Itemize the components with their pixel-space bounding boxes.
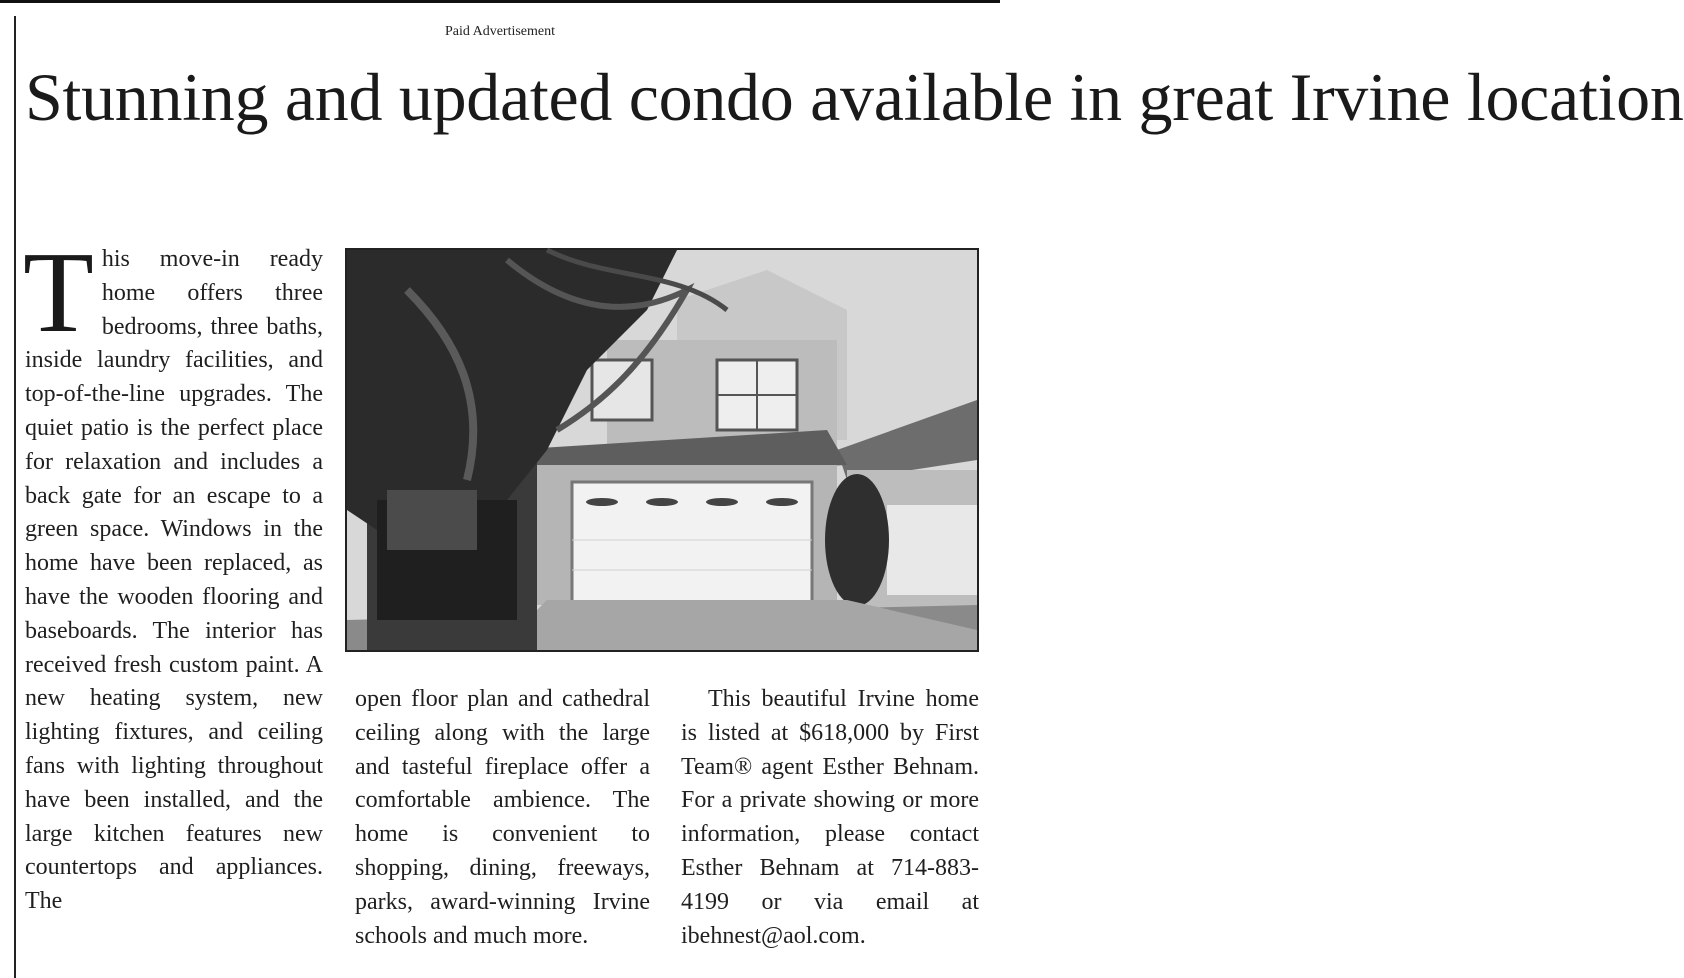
- house-photo-image: [347, 250, 977, 650]
- left-border-rule: [14, 16, 16, 978]
- article-column-right: This beautiful Irvine home is listed at $618,000 by First Team® agent Esther Behnam. For a private showing or more information, please contact Esther Behnam at 714-883-4199 or via email at ibehnest@aol.com.: [681, 686, 979, 949]
- top-border-rule: [0, 0, 1000, 3]
- article-column-left: [23, 229, 323, 978]
- article-text-left: his move-in ready home offers three bedrooms, three baths, inside laundry facilities, and top-of-the-line upgrades. The quiet patio is the perfect place for relaxation and includes a back gate for an escape to a green space. Windows in the home have been replaced, as have the wooden flooring and baseboards. The interior has received fresh custom paint. A new heating system, new lighting fixtures, and ceiling fans with lighting throughout have been installed, and the large kitchen features new countertops and appliances. The: [25, 246, 323, 915]
- drop-cap: T: [23, 229, 94, 357]
- article-column-middle: open floor plan and cathedral ceiling along with the large and tasteful fireplace offer a comfortable ambience. The home is convenient to shopping, dining, freeways, parks, award-winning Irvine schools and much more.: [355, 686, 650, 949]
- headline: Stunning and updated condo available in great Irvine location: [25, 59, 1684, 135]
- paid-advertisement-label: Paid Advertisement: [444, 24, 556, 39]
- house-photo: [345, 248, 979, 652]
